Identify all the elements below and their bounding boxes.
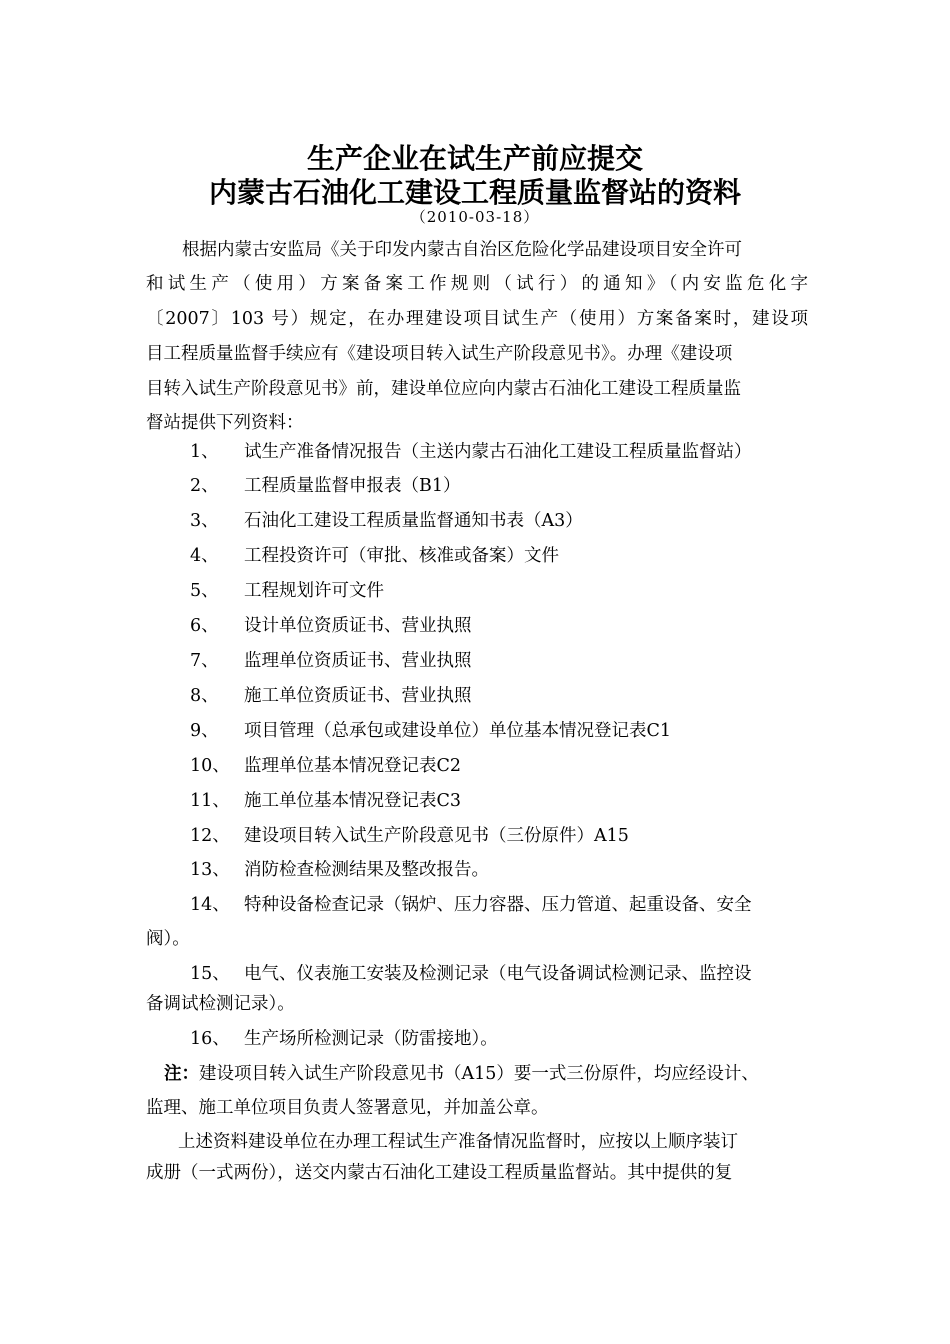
closing-line: 上述资料建设单位在办理工程试生产准备情况监督时，应按以上顺序装订	[178, 1132, 738, 1152]
list-item	[190, 579, 384, 603]
list-item-text: 施工单位基本情况登记表C3	[244, 791, 462, 811]
list-item-number: 12、	[190, 826, 230, 846]
intro-line: 根据内蒙古安监局《关于印发内蒙古自治区危险化学品建设项目安全许可	[182, 240, 742, 260]
list-item-text: 建设项目转入试生产阶段意见书（三份原件）A15	[244, 826, 629, 846]
list-item-number: 13、	[190, 860, 230, 880]
list-item-continuation: 备调试检测记录）。	[146, 994, 295, 1014]
list-item-number: 14、	[190, 895, 230, 915]
list-item-text: 项目管理（总承包或建设单位）单位基本情况登记表C1	[244, 721, 672, 741]
list-item-number: 7、	[190, 651, 219, 671]
list-item-text: 设计单位资质证书、营业执照	[244, 616, 472, 636]
note-text: 建设项目转入试生产阶段意见书（A15）要一式三份原件，均应经设计、	[199, 1064, 759, 1084]
doc-title-line-1: 生产企业在试生产前应提交	[306, 142, 643, 175]
list-item	[190, 649, 472, 673]
intro-line: 〔2007〕103 号）规定，在办理建设项目试生产（使用）方案备案时，建设项	[146, 309, 808, 329]
list-item	[190, 893, 752, 917]
list-item	[190, 962, 752, 986]
list-item-text: 石油化工建设工程质量监督通知书表（A3）	[244, 511, 583, 531]
list-item-number: 2、	[190, 476, 219, 496]
list-item-text: 施工单位资质证书、营业执照	[244, 686, 472, 706]
list-item	[190, 719, 671, 743]
note-label: 注：	[164, 1064, 199, 1084]
list-item-text: 消防检查检测结果及整改报告。	[244, 860, 489, 880]
doc-title-line-2: 内蒙古石油化工建设工程质量监督站的资料	[208, 176, 741, 209]
list-item-text: 监理单位资质证书、营业执照	[244, 651, 472, 671]
list-item-number: 8、	[190, 686, 219, 706]
list-item	[190, 509, 583, 533]
list-item-text: 监理单位基本情况登记表C2	[244, 756, 462, 776]
list-item-text: 工程投资许可（审批、核准或备案）文件	[244, 546, 559, 566]
list-item	[190, 789, 461, 813]
list-item-number: 3、	[190, 511, 219, 531]
list-item-number: 4、	[190, 546, 219, 566]
closing-line: 成册（一式两份），送交内蒙古石油化工建设工程质量监督站。其中提供的复	[146, 1163, 733, 1183]
list-item	[190, 684, 472, 708]
list-item-text: 特种设备检查记录（锅炉、压力容器、压力管道、起重设备、安全	[244, 895, 752, 915]
list-item-continuation: 阀）。	[146, 929, 190, 949]
list-item-number: 11、	[190, 791, 230, 811]
note-line	[164, 1062, 824, 1086]
list-item-number: 6、	[190, 616, 219, 636]
intro-line: 督站提供下列资料：	[146, 413, 304, 433]
list-item-text: 生产场所检测记录（防雷接地）。	[244, 1029, 498, 1049]
list-item-text: 电气、仪表施工安装及检测记录（电气设备调试检测记录、监控设	[244, 964, 752, 984]
list-item-number: 16、	[190, 1029, 230, 1049]
list-item	[190, 440, 752, 464]
list-item-text: 工程规划许可文件	[244, 581, 384, 601]
list-item	[190, 858, 489, 882]
list-item	[190, 474, 461, 498]
intro-line: 和试生产（使用）方案备案工作规则（试行）的通知》（内安监危化字	[146, 274, 808, 294]
list-item-number: 10、	[190, 756, 230, 776]
intro-line: 目工程质量监督手续应有《建设项目转入试生产阶段意见书》。办理《建设项	[146, 344, 733, 364]
doc-date: （2010-03-18）	[410, 208, 540, 226]
list-item	[190, 614, 472, 638]
list-item-number: 9、	[190, 721, 219, 741]
list-item-number: 5、	[190, 581, 219, 601]
list-item-number: 15、	[190, 964, 230, 984]
list-item	[190, 544, 559, 568]
list-item	[190, 824, 629, 848]
list-item	[190, 754, 461, 778]
intro-line: 目转入试生产阶段意见书》前，建设单位应向内蒙古石油化工建设工程质量监	[146, 379, 741, 399]
list-item-text: 工程质量监督申报表（B1）	[244, 476, 461, 496]
list-item-number: 1、	[190, 442, 219, 462]
list-item	[190, 1027, 498, 1051]
note-line: 监理、施工单位项目负责人签署意见，并加盖公章。	[146, 1098, 549, 1118]
list-item-text: 试生产准备情况报告（主送内蒙古石油化工建设工程质量监督站）	[244, 442, 752, 462]
